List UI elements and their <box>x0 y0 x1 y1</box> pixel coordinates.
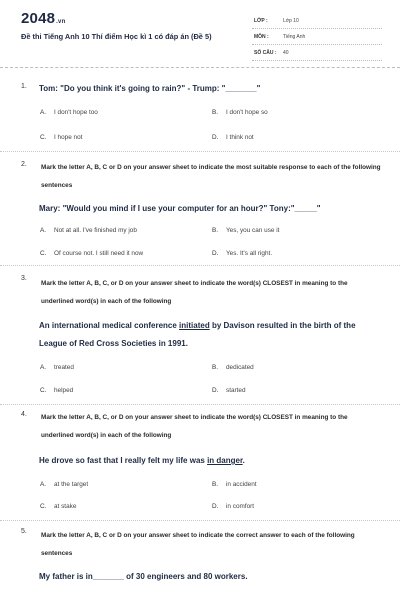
option-label: B. <box>212 364 219 371</box>
option-d[interactable] <box>212 134 254 141</box>
option-text: I hope not <box>54 134 83 141</box>
option-b[interactable] <box>212 109 268 116</box>
underlined-phrase: in danger <box>207 456 243 465</box>
option-text: treated <box>54 364 74 371</box>
option-label: C. <box>40 503 47 510</box>
question-text <box>39 452 384 470</box>
option-label: A. <box>40 364 47 371</box>
question-text: Tom: "Do you think it's going to rain?" - Trump: "_______" <box>39 84 261 93</box>
option-text: in accident <box>226 481 257 488</box>
question-number: 1. <box>21 83 27 90</box>
option-label: C. <box>40 387 47 394</box>
question-number: 4. <box>21 411 27 418</box>
option-d[interactable] <box>212 503 254 510</box>
meta-row-question-count <box>252 45 382 61</box>
question-text-after: . <box>242 456 245 465</box>
option-a[interactable] <box>40 227 137 234</box>
question-text-before: An international medical conference <box>39 321 180 330</box>
option-text: helped <box>54 387 74 394</box>
meta-key: MÔN : <box>254 34 269 40</box>
option-label: B. <box>212 481 219 488</box>
site-logo[interactable] <box>21 10 65 27</box>
question-text-before: He drove so fast that I really felt my life was <box>39 456 208 465</box>
option-a[interactable] <box>40 481 88 488</box>
option-a[interactable] <box>40 364 74 371</box>
question-number: 2. <box>21 161 27 168</box>
logo-suffix: .vn <box>56 19 66 25</box>
option-text: Yes, you can use it <box>226 227 280 234</box>
option-text: in comfort <box>226 503 255 510</box>
option-label: D. <box>212 387 219 394</box>
meta-row-class <box>252 13 382 29</box>
question-instruction: Mark the letter A, B, C, or D on your answer sheet to indicate the word(s) CLOSEST in meaning to the underlined word(s) in each of the following <box>41 414 348 439</box>
option-c[interactable] <box>40 387 73 394</box>
document-title: Đề thi Tiếng Anh 10 Thí điểm Học kì 1 có đáp án (Đề 5) <box>21 32 212 41</box>
option-text: Yes. It's all right. <box>226 250 273 257</box>
option-text: I don't hope too <box>54 109 98 116</box>
option-label: B. <box>212 109 219 116</box>
option-c[interactable] <box>40 250 143 257</box>
question-text: My father is in_______ of 30 engineers and 80 workers. <box>39 572 248 581</box>
option-text: dedicated <box>226 364 254 371</box>
option-text: Of course not. I still need it now <box>54 250 144 257</box>
option-c[interactable] <box>40 503 76 510</box>
question-number: 5. <box>21 528 27 535</box>
question-text <box>39 317 384 353</box>
option-label: C. <box>40 134 47 141</box>
option-text: I think not <box>226 134 254 141</box>
meta-value: Lớp 10 <box>283 18 299 24</box>
question-number: 3. <box>21 275 27 282</box>
option-label: A. <box>40 481 47 488</box>
option-c[interactable] <box>40 134 82 141</box>
option-label: B. <box>212 227 219 234</box>
option-a[interactable] <box>40 109 98 116</box>
question-divider <box>0 404 400 405</box>
question-text: Mary: "Would you mind if I use your computer for an hour?" Tony:"_____" <box>39 204 321 213</box>
meta-value: 40 <box>283 50 289 56</box>
option-label: D. <box>212 503 219 510</box>
page-header <box>0 0 400 66</box>
option-d[interactable] <box>212 250 272 257</box>
option-label: A. <box>40 109 47 116</box>
option-b[interactable] <box>212 227 279 234</box>
option-label: C. <box>40 250 47 257</box>
question-instruction: Mark the letter A, B, C or D on your answer sheet to indicate the most suitable response to each of the following sentences <box>41 164 381 189</box>
question-divider <box>0 265 400 266</box>
question-divider <box>0 151 400 152</box>
logo-text: 2048 <box>21 10 56 27</box>
option-d[interactable] <box>212 387 246 394</box>
option-label: D. <box>212 250 219 257</box>
option-text: I don't hope so <box>226 109 268 116</box>
meta-key: LỚP : <box>254 18 268 24</box>
underlined-word: initiated <box>179 321 210 330</box>
option-text: at the target <box>54 481 89 488</box>
meta-value: Tiếng Anh <box>283 34 306 40</box>
meta-table <box>252 13 382 61</box>
option-label: A. <box>40 227 47 234</box>
meta-row-subject <box>252 29 382 45</box>
header-divider <box>0 67 400 68</box>
option-label: D. <box>212 134 219 141</box>
question-text-after: by Davison resulted in the birth of the League of Red Cross Societies in 1991. <box>39 321 356 348</box>
question-instruction: Mark the letter A, B, C, or D on your answer sheet to indicate the word(s) CLOSEST in meaning to the underlined word(s) in each of the following <box>41 280 348 305</box>
meta-key: SỐ CÂU : <box>254 50 277 56</box>
option-text: at stake <box>54 503 77 510</box>
question-divider <box>0 520 400 521</box>
option-b[interactable] <box>212 481 257 488</box>
option-b[interactable] <box>212 364 254 371</box>
question-instruction: Mark the letter A, B, C or D on your answer sheet to indicate the correct answer to each of the following sentences <box>41 532 355 557</box>
option-text: started <box>226 387 246 394</box>
option-text: Not at all. I've finished my job <box>54 227 137 234</box>
